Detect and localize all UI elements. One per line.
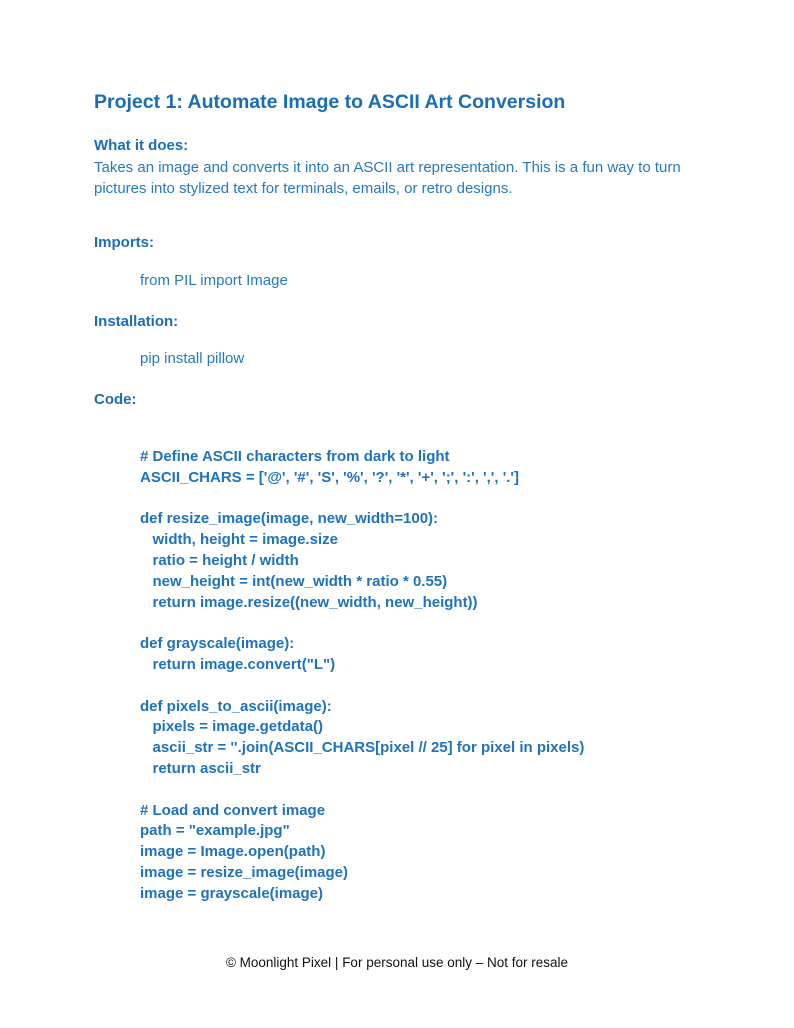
description [94,157,681,199]
code-line: path = "example.jpg" [140,822,290,840]
code-line: ratio = height / width [140,551,299,569]
code-line: image = grayscale(image) [140,884,324,902]
code-line: # Load and convert image [140,801,326,819]
code-line [140,676,584,697]
code-line [140,780,584,801]
imports-heading: Imports: [94,234,154,251]
installation-heading: Installation: [94,313,179,330]
code-line: return image.resize((new_width, new_height)) [140,593,478,611]
footer: © Moonlight Pixel | For personal use only – Not for resale [225,955,569,970]
code-line [140,613,584,634]
code-line: def grayscale(image): [140,635,295,653]
installation-value: pip install pillow [140,350,245,367]
code-line: return image.convert("L") [140,655,336,673]
code-line: # Define ASCII characters from dark to light [140,448,450,465]
code-line: new_height = int(new_width * ratio * 0.55) [140,572,448,590]
code-line: def pixels_to_ascii(image): [140,697,332,715]
code-line: width, height = image.size [140,531,338,549]
what-it-does-heading: What it does: [94,137,189,154]
code-line: image = Image.open(path) [140,843,326,861]
code-line: return ascii_str [140,759,261,777]
page-title: Project 1: Automate Image to ASCII Art Conversion [94,91,566,113]
code-line: ASCII_CHARS = ['@', '#', 'S', '%', '?', '*', '+', ';', ':', ',', '.'] [140,468,519,486]
code-line: ascii_str = ''.join(ASCII_CHARS[pixel // 25] for pixel in pixels) [140,739,585,757]
description-line: Takes an image and converts it into an ASCII art representation. This is a fun way to turn [94,159,681,176]
imports-value: from PIL import Image [140,272,288,289]
code-line [140,489,584,510]
description-line: pictures into stylized text for terminals, emails, or retro designs. [94,180,513,197]
code-heading: Code: [94,391,137,408]
code-line: def resize_image(image, new_width=100): [140,510,439,528]
code-line: pixels = image.getdata() [140,718,323,736]
code-line: image = resize_image(image) [140,863,349,881]
code-block [140,447,584,905]
